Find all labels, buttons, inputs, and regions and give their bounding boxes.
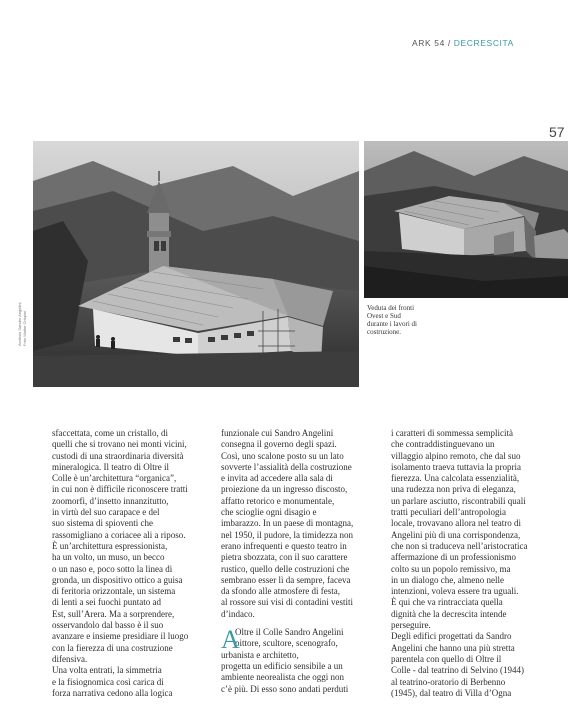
text-line: perseguire. (391, 620, 431, 631)
column-2-top (221, 428, 381, 620)
caption-line: Ovest e Sud (367, 312, 401, 320)
text-line: mineralogica. Il teatro di Oltre il (52, 461, 169, 472)
text-line: custodi di una straordinaria diversità (52, 450, 184, 461)
text-line: difensiva. (52, 653, 88, 664)
text-line: Angelini che hanno una più stretta (391, 642, 515, 653)
text-line: e la fisiognomica così carica di (52, 676, 164, 687)
text-line: ambiente neorealista che oggi non (221, 672, 344, 683)
text-line: zoomorfi, d’insetto innanzitutto, (52, 495, 169, 506)
section-label: DECRESCITA (453, 38, 514, 48)
text-line: progetta un edificio sensibile a un (221, 660, 343, 671)
text-line: Oltre il Colle Sandro Angelini (235, 627, 344, 638)
text-line: da sfondo alle atmosfere di festa, (221, 586, 340, 597)
text-line: al rossore sui visi di contadini vestiti (221, 597, 353, 608)
text-line: È un’architettura espressionista, (52, 540, 168, 551)
text-line: isolamento traeva tuttavia la propria (391, 461, 521, 472)
text-line: affatto retorico e monumentale, (221, 495, 335, 506)
text-line: d’indaco. (221, 608, 255, 619)
text-line: una rudezza non priva di eleganza, (391, 484, 516, 495)
text-line: al teatrino-oratorio di Berbenno (391, 676, 506, 687)
text-line: erano infrequenti e questo teatro in (221, 540, 347, 551)
text-line: colto su un popolo remissivo, ma (391, 563, 511, 574)
text-line: pittore, scultore, scenografo, (235, 638, 338, 649)
page-number: 57 (549, 124, 565, 140)
text-column-2 (221, 428, 381, 695)
text-line: che scioglie ogni disagio e (221, 507, 317, 518)
main-photo (33, 141, 359, 387)
text-line: pietra sbozzata, con il suo carattere (221, 552, 348, 563)
text-line: consegna il governo degli spazi. (221, 439, 337, 450)
text-line: Angelini più di una corrispondenza, (391, 529, 521, 540)
text-line: rustico, quello delle costruzioni che (221, 563, 350, 574)
text-column-1 (52, 428, 212, 699)
text-line: c’è più. Di esso sono andati perduti (221, 683, 349, 694)
text-line: Degli edifici progettati da Sandro (391, 631, 512, 642)
credit-line: Foto Walter Crispini (22, 311, 27, 346)
text-line: sovverte l’assialità della costruzione (221, 461, 352, 472)
text-line: È qui che va rintracciata quella (391, 597, 503, 608)
text-line: locale, trovavano allora nel teatro di (391, 518, 521, 529)
caption-line: costruzione. (367, 328, 402, 336)
text-line: un parlare asciutto, riscontrabili quali (391, 495, 526, 506)
text-line: fierezza. Una calcolata essenzialità, (391, 473, 520, 484)
text-line: funzionale cui Sandro Angelini (221, 428, 334, 438)
text-line: Est, sull’Arera. Ma a sorprendere, (52, 608, 175, 619)
text-line: Una volta entrati, la simmetria (52, 665, 162, 676)
text-line: suo sistema di spioventi che (52, 518, 153, 529)
text-line: dignità che la decrescita intende (391, 608, 507, 619)
caption-line: durante i lavori di (367, 320, 417, 328)
text-line: osservandolo dal basso è il suo (52, 620, 164, 631)
text-line: Colle è un’architettura “organica”, (52, 473, 177, 484)
text-line: ha un volto, un muso, un becco (52, 552, 165, 563)
text-line: di lenti a sei fuochi puntato ad (52, 597, 161, 608)
photo-credit (17, 302, 27, 346)
text-line: di feritoria orizzontale, un sistema (52, 586, 176, 597)
text-line: gronda, un dispositivo ottico a guisa (52, 574, 183, 585)
text-line: i caratteri di sommessa semplicità (391, 428, 513, 438)
text-line: imbarazzo. In un paese di montagna, (221, 518, 354, 529)
text-line: con la fierezza di una costruzione (52, 642, 173, 653)
dropcap-paragraph (221, 627, 381, 695)
text-line: forza narrativa cedono alla logica (52, 687, 173, 698)
text-line: urbanista e architetto, (221, 649, 299, 660)
text-line: Colle - dal teatrino di Selvino (1944) (391, 665, 524, 676)
header-separator: / (444, 38, 454, 48)
text-line: villaggio alpino remoto, che dal suo (391, 450, 521, 461)
running-header (412, 38, 514, 48)
text-line: Così, uno scalone posto su un lato (221, 450, 344, 461)
text-line: in un dialogo che, almeno nelle (391, 574, 504, 585)
text-line: (1945), dal teatro di Villa d’Ogna (391, 687, 512, 698)
text-line: parentela con quello di Oltre il (391, 653, 502, 664)
text-line: tratti peculiari dell’antropologia (391, 507, 506, 518)
text-line: sfaccettata, come un cristallo, di (52, 428, 168, 438)
column-2-bottom (221, 627, 381, 695)
text-line: proiezione da un ingresso discosto, (221, 484, 348, 495)
caption-line: Veduta dei fronti (367, 304, 415, 312)
text-line: o un naso e, poco sotto la linea di (52, 563, 173, 574)
text-line: quelli che si trovano nei monti vicini, (52, 439, 187, 450)
text-line: affermazione di un professionismo (391, 552, 517, 563)
text-line: e invita ad accedere alla sala di (221, 473, 333, 484)
text-line: in cui non è difficile riconoscere tratti (52, 484, 188, 495)
text-line: rassomigliano a coriacee ali a riposo. (52, 529, 186, 540)
side-photo (364, 141, 568, 298)
text-line: nel 1950, il pudore, la timidezza non (221, 529, 353, 540)
text-line: avanzare e insieme presidiare il luogo (52, 631, 189, 642)
text-line: in virtù del suo carapace e del (52, 507, 160, 518)
text-column-3 (391, 428, 561, 699)
photo-caption (367, 304, 467, 336)
issue-label: ARK 54 (412, 38, 445, 48)
dropcap-letter: A (221, 625, 240, 655)
credit-line: Archivio Sandro Angelini, (17, 301, 22, 346)
text-line: intenzioni, voleva essere tra uguali. (391, 586, 519, 597)
text-line: che contraddistinguevano un (391, 439, 495, 450)
text-line: che non si traduceva nell’aristocratica (391, 540, 528, 551)
text-line: sembrano esser lì da sempre, faceva (221, 574, 351, 585)
